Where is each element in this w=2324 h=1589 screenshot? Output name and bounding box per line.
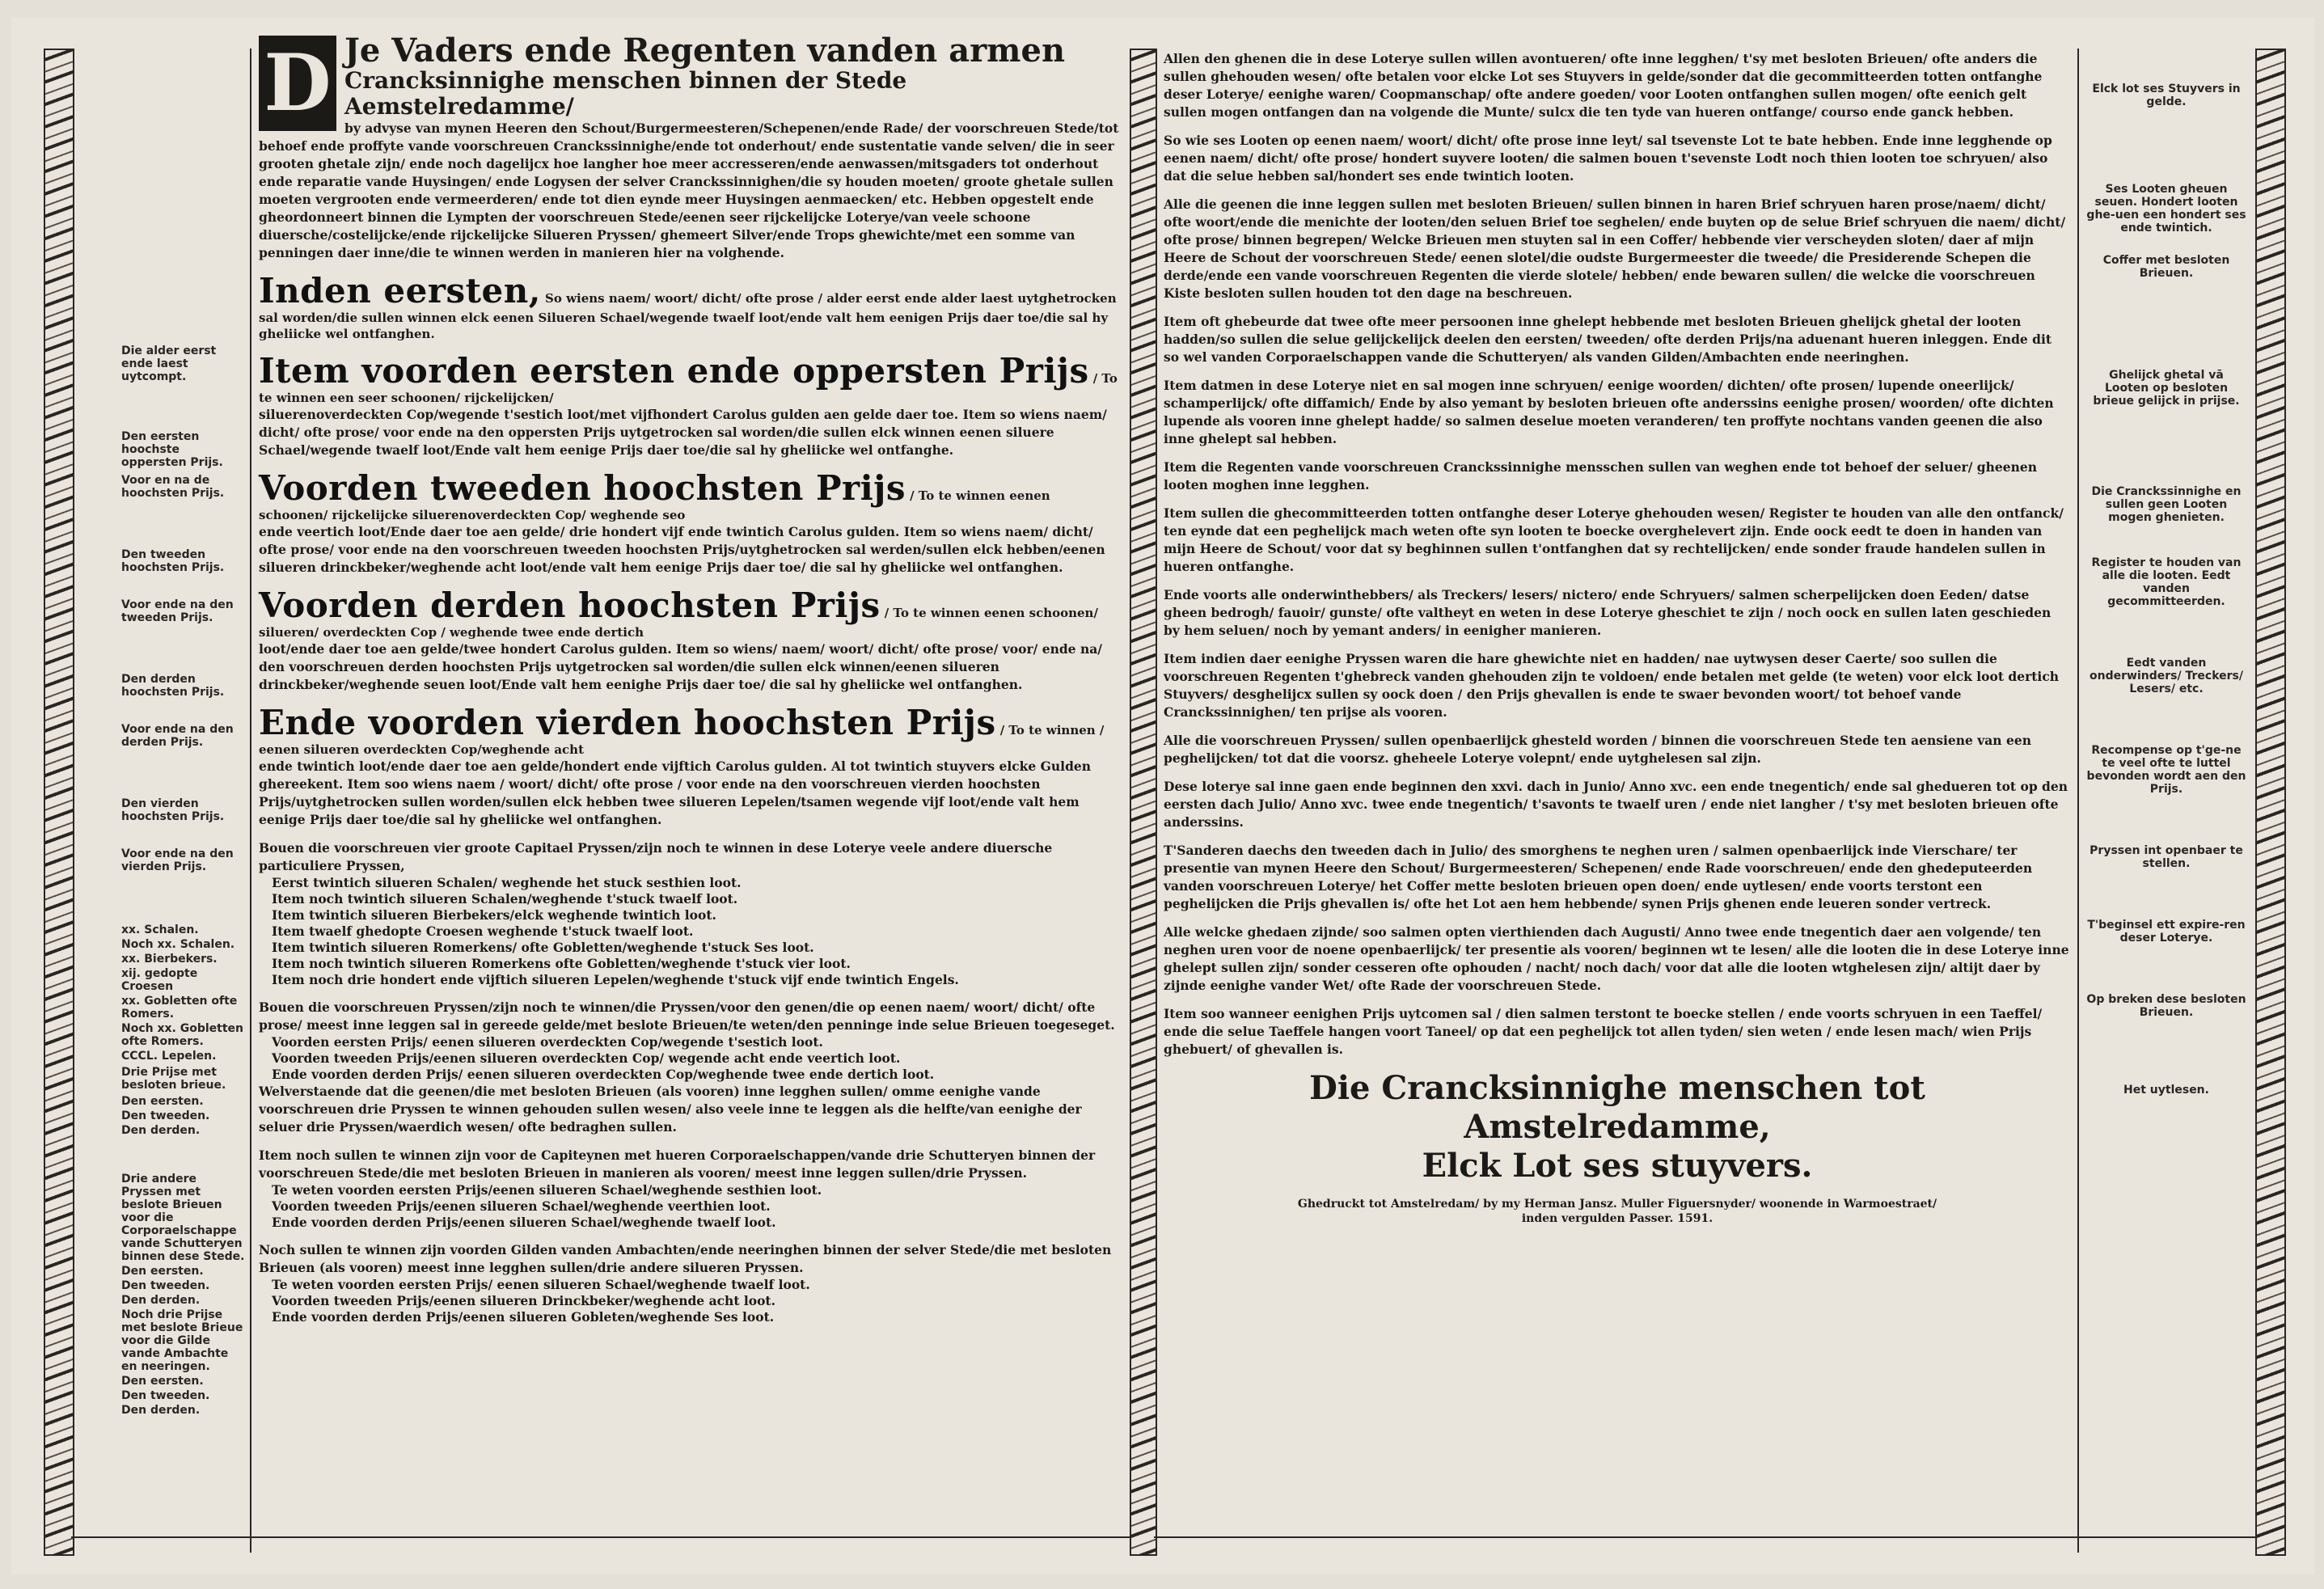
margin-note: Den tweeden hoochsten Prijs. xyxy=(121,548,225,574)
margin-note: Den vierden hoochsten Prijs. xyxy=(121,797,225,823)
section-heading: Ende voorden vierden hoochsten Prijs xyxy=(259,703,996,742)
margin-note: Den tweeden. xyxy=(121,1389,210,1402)
section-text: ende twintich loot/ende daer toe aen gelde/hondert ende vijftich Carolus gulden. Al tot twintich stuyvers elcke Gulden ghereekent. Item soo wiens naem / woort/ dicht/ ofte prose / voor ende na den voorschreuen vierden hoochsten Prijs/uytghetrocken sullen worden/sullen elck hebben twee silueren Lepelen/tsamen wegende vijf loot/ende valt hem eenige Prijs daer toe/die sal hy gheliicke wel ontfanghen. xyxy=(259,759,1092,827)
margin-note: Die Cranckssinnighe en sullen geen Looten mogen ghenieten. xyxy=(2091,485,2242,524)
rule-paragraph: Alle die voorschreuen Pryssen/ sullen openbaerlijck ghesteld worden / binnen die voorschreuen Stede ten aensiene van een peghelijcken/ tot dat die voorsz. gheheele Loterye volepnt/ ende uytghelesen sal zijn. xyxy=(1164,733,2031,766)
margin-note: xx. Gobletten ofte Romers. xyxy=(121,995,238,1021)
rule-paragraph: Item sullen die ghecommitteerden totten ontfanghe deser Loterye ghehouden wesen/ Register te houden van alle den ontfanck/ ten eynde dat een peghelijck mach weten ofte syn looten te boecke overghelevert zijn. Ende oock eedt te doen in handen van mijn Heere de Schout/ voor dat sy beghinnen sullen t'ontfanghen dat sy rechtelijcken/ ende sonder fraude handelen sullen in hueren ontfanghe. xyxy=(1164,505,2064,574)
margin-note: T'beginsel ett expire-ren deser Loterye. xyxy=(2087,919,2246,945)
section-sub: / To te winnen / eenen silueren overdeckten Cop/weghende acht xyxy=(259,723,1105,757)
margin-note: xij. gedopte Croesen xyxy=(121,967,198,993)
section-heading: Voorden tweeden hoochsten Prijs xyxy=(259,468,906,508)
margin-note: Den eersten hoochste oppersten Prijs. xyxy=(121,430,223,469)
intro-text: by advyse van mynen Heeren den Schout/Burgermeesteren/Schepenen/ende Rade/ der voorschreuen Stede/tot behoef ende proffyte vande voorschreuen Cranckssinnighe/ende tot onderhout/ ende sustentatie vande selven/ die in seer grooten ghetale zijn/ ende noch dagelijcx hoe langher hoe meer accresseren/ende aenwassen/mitsgaders tot onderhout ende reparatie vande Huysingen/ ende Logysen der selver Cranckssinnighen/die sy houden moeten/ groote ghetale sullen moeten vergrooten ende vermeerderen/ ende tot dien eynde meer Huysingen aenmaecken/ etc. Hebben opgestelt ende gheordonneert binnen die Lympten der voorschreuen Stede/eenen seer rijckelijcke Loterye/van veele schoone diuersche/costelijcke/ende rijckelijcke Silueren Pryssen/ ghemeert Silver/ende Trops ghewichte/met een somme van penningen daer inne/die te winnen werden in manieren hier na volghende. xyxy=(259,120,1119,260)
section-oppersten xyxy=(259,353,1122,459)
prize-list-item: Eerst twintich silueren Schalen/ weghende het stuck sesthien loot. xyxy=(272,875,742,890)
section-text: siluerenoverdeckten Cop/wegende t'sestich loot/met vijfhondert Carolus gulden aen gelde daer toe. Item so wiens naem/ dicht/ ofte prose/ voor ende na den oppersten Prijs uytgetrocken sal worden/die sullen elck winnen eenen siluere Schael/wegende twaelf loot/Ende valt hem eenige Prijs daer toe/die sal hy gheliicke wel ontfanghe. xyxy=(259,407,1107,458)
left-margin-rule xyxy=(250,49,251,1553)
prize-list-item: Ende voorden derden Prijs/eenen silueren Gobleten/weghende Ses loot. xyxy=(272,1309,775,1325)
rule-paragraph: Item soo wanneer eenighen Prijs uytcomen sal / dien salmen terstont te boecke stellen / ende voorts schryuen in een Taeffel/ ende die selue Taeffele hangen voort Taneel/ op dat een peghelijck tot allen tyden/ sien weten / ende lesen mach/ wien Prijs ghebuert/ of ghevallen is. xyxy=(1164,1006,2043,1057)
section-sub: / To te winnen eenen schoonen/ rijckelijcke siluerenoverdeckten Cop/ weghende seo xyxy=(259,488,1050,522)
margin-note: Den derden. xyxy=(121,1124,201,1137)
margin-note: Register te houden van alle die looten. Eedt vanden gecommitteerden. xyxy=(2091,556,2242,608)
rule-paragraph: T'Sanderen daechs den tweeden dach in Julio/ des smorghens te neghen uren / salmen openbaerlijck inde Vierschare/ ter presentie van mynen Heere den Schout/ Burgermeesteren/ Schepenen/ ende Rade voorschreuen/ ende den ghedeputeerden vanden voorschreuen Loterye/ het Coffer mette besloten brieuen open doen/ ende uytlesen/ ende voorts terstont een peghelijcken die Prijs ghevallen is/ ofte het Lot aen hem hebbende/ synen Prijs ghenen ende leueren sonder vertreck. xyxy=(1164,843,2033,911)
section-heading: Item voorden eersten ende oppersten Prijs xyxy=(259,351,1089,391)
besloten-text: Welverstaende dat die geenen/die met besloten Brieuen (als vooren) inne legghen sullen/ omme eenighe vande voorschreuen drie Pryssen te winnen gehouden sullen wesen/ also veele inne te leggen als die helfte/van eenighe der seluer drie Pryssen/waerdich wesen/ ofte bedraghen sullen. xyxy=(259,1084,1082,1135)
bottom-rule-left xyxy=(71,1536,1130,1538)
rule-paragraph: Dese loterye sal inne gaen ende beginnen den xxvi. dach in Junio/ Anno xvc. een ende tnegentich/ ende sal ghedueren tot op den eersten dach Julio/ Anno xvc. twee ende tnegentich/ t'savonts te twaelf uren / ende niet langher / t'sy met besloten brieuen ofte anderssins. xyxy=(1164,779,2068,830)
right-text-panel xyxy=(1164,50,2071,1226)
margin-note: Den tweeden. xyxy=(121,1109,210,1122)
prize-list-item: Item twaelf ghedopte Croesen weghende t'stuck twaelf loot. xyxy=(272,923,694,939)
rule-paragraph: Item datmen in dese Loterye niet en sal mogen inne schryuen/ eenige woorden/ dichten/ ofte prosen/ lupende oneerlijck/ schamperlijck/ ofte diffamich/ Ende by also yemant by besloten brieuen ofte anderssins eenighe prosen/ woorden/ ofte dichten lupende als vooren inne ghelept hadde/ so salmen deselue moeten veranderen/ ten proffyte nochtans vanden geenen die also inne ghelept sal hebben. xyxy=(1164,378,2054,446)
margin-note: Den derden. xyxy=(121,1404,201,1417)
margin-note: Voor ende na den vierden Prijs. xyxy=(121,847,234,873)
left-text-panel xyxy=(259,34,1122,1336)
margin-note: Den eersten. xyxy=(121,1265,204,1278)
gilden-block xyxy=(259,1241,1122,1325)
bottom-rule-right xyxy=(1154,1536,2255,1538)
capiteyn-intro: Item noch sullen te winnen zijn voor de Capiteynen met hueren Corporaelschappen/vande drie Schutteryen binnen der voorschreuen Stede/die met besloten Brieuen in manieren als vooren/ meest inne leggen sullen/drie Pryssen. xyxy=(259,1147,1096,1181)
margin-note: Voor en na de hoochsten Prijs. xyxy=(121,474,225,500)
section-derden xyxy=(259,587,1122,694)
prize-list-item: Voorden tweeden Prijs/eenen silueren overdeckten Cop/ wegende acht ende veertich loot. xyxy=(272,1050,901,1066)
margin-note: Op breken dese besloten Brieuen. xyxy=(2086,993,2246,1019)
prize-list-item: Voorden tweeden Prijs/eenen silueren Drinckbeker/weghende acht loot. xyxy=(272,1293,775,1308)
closing-subtitle: Elck Lot ses stuyvers. xyxy=(1422,1147,1813,1185)
margin-note: Den derden. xyxy=(121,1294,201,1307)
prize-list-item: Ende voorden derden Prijs/ eenen silueren overdeckten Cop/weghende twee ende dertich loot. xyxy=(272,1067,935,1082)
margin-note: Recompense op t'ge-ne te veel ofte te luttel bevonden wordt aen den Prijs. xyxy=(2086,744,2246,796)
margin-note: Ghelijck ghetal vā Looten op besloten brieue gelijck in prijse. xyxy=(2093,369,2240,408)
left-ornamental-border xyxy=(44,49,74,1556)
rule-paragraph: Item oft ghebeurde dat twee ofte meer persoonen inne ghelept hebbende met besloten Brieuen ghelijck ghetal der looten hadden/so sullen die selue gelijckelijck deelen den eersten/ tweeden/ ofte derden Prijs/na aduenant hueren inleggen. Ende dit so wel vanden Corporaelschappen vande die Schutteryen/ als vanden Gilden/Ambachten ende neeringhen. xyxy=(1164,314,2052,365)
margin-note: Noch drie Prijse met beslote Brieue voor die Gilde vande Ambachte en neeringen. xyxy=(121,1308,243,1373)
intro-block xyxy=(259,34,1122,262)
printer-imprint: Ghedruckt tot Amstelredam/ by my Herman Jansz. Muller Figuersnyder/ woonende in Warmoestraet/ xyxy=(1297,1198,1937,1211)
capiteyn-block xyxy=(259,1147,1122,1231)
section-first xyxy=(259,273,1122,342)
section-text: ende veertich loot/Ende daer toe aen gelde/ drie hondert vijf ende twintich Carolus gulden. Item so wiens naem/ dicht/ ofte prose/ voor ende na den voorschreuen tweeden hoochsten Prijs/uytghetrocken sal werden/sullen elck hebben/eenen silueren drinckbeker/weghende acht loot/ende valt hem eenige Prijs daer toe/ die sal hy gheliicke wel ontfanghen. xyxy=(259,524,1105,575)
lottery-broadsheet xyxy=(11,18,2314,1574)
margin-note: Noch xx. Gobletten ofte Romers. xyxy=(121,1022,243,1048)
margin-note: Coffer met besloten Brieuen. xyxy=(2102,254,2230,280)
margin-note: Drie Prijse met besloten brieue. xyxy=(121,1066,226,1092)
rule-paragraph: Allen den ghenen die in dese Loterye sullen willen avontueren/ ofte inne legghen/ t'sy met besloten Brieuen/ ofte anders die sullen ghehouden wesen/ ofte betalen voor elcke Lot ses Stuyvers in gelde/sonder dat die gecommitteerden totten ontfanghe deser Loterye/ eenighe waren/ Coopmanschap/ ofte andere goeden/ voor Looten ontfanghen sullen mogen/ ofte eenich gelt sullen mogen ontfangen dan na volgende die Munte/ sulcx die ten tyde van hueren ontfange/ courso ende ganck hebben. xyxy=(1164,51,2043,120)
prize-list-item: Item twintich silueren Romerkens/ ofte Gobletten/weghende t'stuck Ses loot. xyxy=(272,940,814,955)
margin-note: Eedt vanden onderwinders/ Treckers/ Lesers/ etc. xyxy=(2089,657,2243,695)
rule-paragraph: Item die Regenten vande voorschreuen Cranckssinnighe mensschen sullen van weghen ende tot behoef der seluer/ gheenen looten moghen inne legghen. xyxy=(1164,459,2038,492)
rule-paragraph: Item indien daer eenighe Pryssen waren die hare ghewichte niet en hadden/ nae uytwysen deser Caerte/ soo sullen die voorschreuen Regenten t'ghebreck vanden ghehouden zijn te voldoen/ ende betalen met gelde (te weten) voor elck loot dertich Stuyvers/ desghelijcx sullen sy oock doen / den Prijs ghevallen is ende te swaer bevonden woort/ tot behoef vande Cranckssinnighen/ ten prijse als vooren. xyxy=(1164,651,2060,720)
margin-note: Voor ende na den tweeden Prijs. xyxy=(121,598,234,624)
printer-imprint-date: inden vergulden Passer. 1591. xyxy=(1521,1212,1713,1225)
right-ornamental-border xyxy=(2255,49,2286,1556)
margin-note: Den eersten. xyxy=(121,1095,204,1108)
margin-note: xx. Schalen. xyxy=(121,923,199,936)
margin-note: Voor ende na den derden Prijs. xyxy=(121,723,234,749)
section-sub: So wiens naem/ woort/ dicht/ ofte prose / alder eerst ende alder laest uytghetrocken sal worden/die sullen winnen elck eenen Silueren Schael/wegende twaelf loot/ende valt hem eenigen Prijs daer toe/die sal hy gheliicke wel ontfanghen. xyxy=(259,291,1117,341)
margin-note: Den derden hoochsten Prijs. xyxy=(121,673,225,699)
margin-note: CCCL. Lepelen. xyxy=(121,1050,217,1063)
prize-list-item: Item twintich silueren Bierbekers/elck weghende twintich loot. xyxy=(272,907,716,923)
capitael-block xyxy=(259,839,1122,988)
prize-list-item: Voorden eersten Prijs/ eenen silueren overdeckten Cop/wegende t'sestich loot. xyxy=(272,1034,823,1050)
prize-list-item: Item noch twintich silueren Romerkens ofte Gobletten/weghende t'stuck vier loot. xyxy=(272,956,851,971)
margin-note: xx. Bierbekers. xyxy=(121,953,218,966)
intro-title-line1: Je Vaders ende Regenten vanden armen xyxy=(344,32,1066,70)
intro-title-line2: Crancksinnighe menschen binnen der Stede Aemstelredamme/ xyxy=(344,67,907,120)
margin-note: Ses Looten gheuen seuen. Hondert looten ghe-uen een hondert ses ende twintich. xyxy=(2086,183,2246,235)
section-heading: Voorden derden hoochsten Prijs xyxy=(259,585,881,625)
right-margin-rule xyxy=(2077,49,2079,1553)
section-sub: / To te winnen een seer schoonen/ rijckelijcken/ xyxy=(259,371,1118,405)
prize-list-item: Item noch drie hondert ende vijftich silueren Lepelen/weghende t'stuck vijf ende twintich Engels. xyxy=(272,972,959,987)
section-vierden xyxy=(259,704,1122,829)
rule-paragraph: Alle die geenen die inne leggen sullen met besloten Brieuen/ sullen binnen in haren Brief schryuen haren prose/naem/ dicht/ ofte woort/ende die menichte der looten/den seluen Brief toe seghelen/ ende buyten op de selue Brief schryuen die naem/ dicht/ ofte prose/ binnen begrepen/ Welcke Brieuen men stuyten sal in een Coffer/ hebbende vier verscheyden sloten/ daer af mijn Heere de Schout der voorschreuen Stede/ eenen slotel/die oudste Burgermeester die tweede/ die Presiderende Schepen die derde/ende een vande voorschreuen Regenten die vierde slotele/ hebben/ ende bewaren sullen/ die welcke die voorschreuen Kiste besloten sullen houden tot den dage na beschreuen. xyxy=(1164,197,2066,301)
right-margin-notes xyxy=(2085,82,2247,1097)
margin-note: Drie andere Pryssen met beslote Brieuen voor die Corporaelschappe vande Schutteryen binnen dese Stede. xyxy=(121,1173,245,1263)
capitael-intro: Bouen die voorschreuen vier groote Capitael Pryssen/zijn noch te winnen in dese Loterye veele andere diuersche particuliere Pryssen, xyxy=(259,840,1053,873)
margin-note: Elck lot ses Stuyvers in gelde. xyxy=(2092,82,2241,108)
besloten-intro: Bouen die voorschreuen Pryssen/zijn noch te winnen/die Pryssen/voor den genen/die op eenen naem/ woort/ dicht/ ofte prose/ meest inne leggen sal in gereede gelde/met beslote Brieuen/te weten/den penninge inde selue Brieuen toegeseget. xyxy=(259,999,1115,1033)
prize-list-item: Item noch twintich silueren Schalen/weghende t'stuck twaelf loot. xyxy=(272,891,738,906)
closing-title: Die Crancksinnighe menschen tot Amstelredamme, xyxy=(1309,1069,1925,1146)
rule-paragraph: Alle welcke ghedaen zijnde/ soo salmen opten vierthienden dach Augusti/ Anno twee ende tnegentich daer aen volgende/ ten neghen uren voor de noene openbaerlijck/ ter presentie als vooren/ beginnen wt te lesen/ alle die looten die in dese Loterye inne ghelept sullen zijn/ sonder cesseren ofte ophouden / nacht/ noch dach/ voor dat alle die looten wtghelesen zijn/ altijt daer by zijnde eenighe vander Wet/ ofte Rade der voorschreuen Stede. xyxy=(1164,924,2069,993)
margin-note: Den eersten. xyxy=(121,1375,204,1388)
margin-note: Die alder eerst ende laest uytcompt. xyxy=(121,344,217,383)
margin-note: Den tweeden. xyxy=(121,1279,210,1292)
section-text: loot/ende daer toe aen gelde/twee hondert Carolus gulden. Item so wiens/ naem/ woort/ dicht/ ofte prose/ voor/ ende na/ den voorschreuen derden hoochsten Prijs uytgetrocken sal worden/die sullen elck winnen/eenen silueren drinckbeker/weghende seuen loot/Ende valt hem eenighe Prijs daer toe/ die sal hy gheliicke wel ontfanghen. xyxy=(259,641,1102,692)
decorated-initial: D xyxy=(259,36,336,131)
prize-list-item: Te weten voorden eersten Prijs/eenen silueren Schael/weghende sesthien loot. xyxy=(272,1182,822,1198)
section-sub: / To te winnen eenen schoonen/ silueren/ overdeckten Cop / weghende twee ende dertich xyxy=(259,606,1098,640)
center-ornamental-border xyxy=(1130,49,1157,1556)
margin-note: Noch xx. Schalen. xyxy=(121,938,235,951)
prize-list-item: Ende voorden derden Prijs/eenen silueren Schael/weghende twaelf loot. xyxy=(272,1215,776,1230)
gilden-intro: Noch sullen te winnen zijn voorden Gilden vanden Ambachten/ende neeringhen binnen der selver Stede/die met besloten Brieuen (als vooren) meest inne legghen sullen/drie andere silueren Pryssen. xyxy=(259,1242,1112,1275)
margin-note: Het uytlesen. xyxy=(2123,1084,2209,1097)
rule-paragraph: Ende voorts alle onderwinthebbers/ als Treckers/ lesers/ nictero/ ende Schryuers/ salmen scherpelijcken doen Eeden/ datse gheen bedrogh/ fauoir/ gunste/ ofte valtheyt en weten in dese Loterye gheschiet te zijn / noch oock en sullen laten geschieden by hem seluen/ noch by yemant anders/ in eenigher manieren. xyxy=(1164,587,2051,638)
section-tweeden xyxy=(259,470,1122,577)
prize-list-item: Voorden tweeden Prijs/eenen silueren Schael/weghende veerthien loot. xyxy=(272,1198,771,1214)
besloten-block xyxy=(259,999,1122,1136)
rule-paragraph: So wie ses Looten op eenen naem/ woort/ dicht/ ofte prose inne leyt/ sal tsevenste Lot te bate hebben. Ende inne legghende op eenen naem/ dicht/ ofte prose/ hondert suyvere looten/ die salmen bouen t'sevenste Lodt noch thien looten toe schryuen/ also dat die selue hebben sal/hondert ses ende twintich looten. xyxy=(1164,133,2052,184)
prize-list-item: Te weten voorden eersten Prijs/ eenen silueren Schael/weghende twaelf loot. xyxy=(272,1277,810,1292)
left-margin-notes xyxy=(121,344,247,1418)
section-heading: Inden eersten, xyxy=(259,271,541,311)
margin-note: Pryssen int openbaer te stellen. xyxy=(2089,844,2243,870)
